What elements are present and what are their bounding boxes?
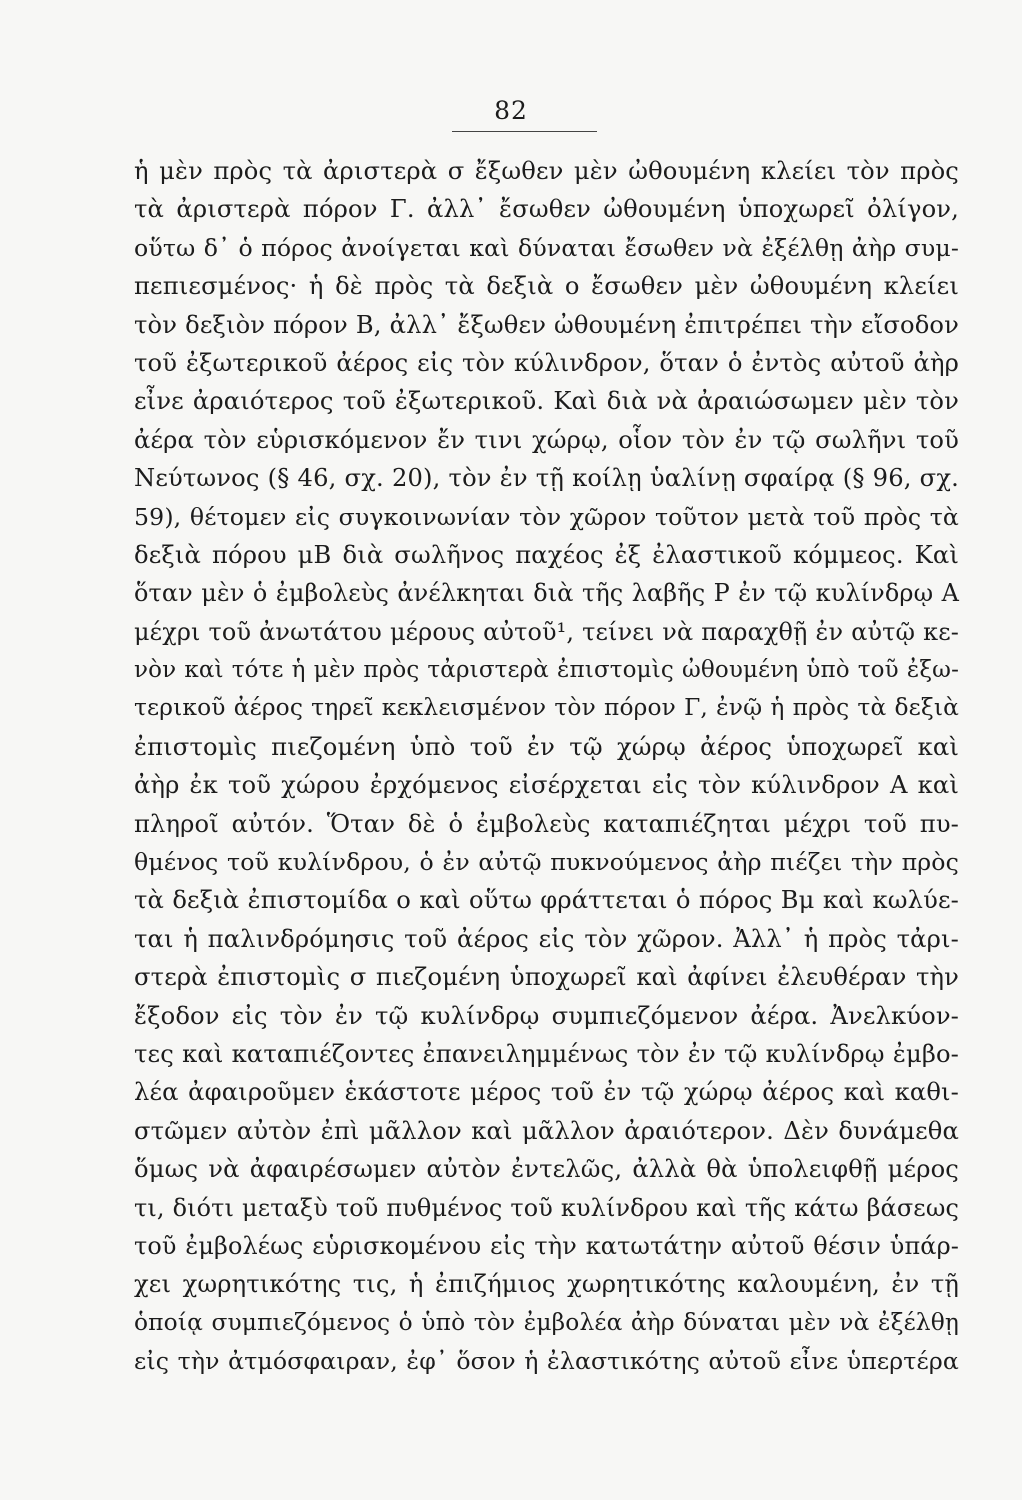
text-line: στερὰ ἐπιστομὶς σ πιεζομένη ὑποχωρεῖ καὶ ἀφίνει ἐλευθέραν τὴν [134, 963, 959, 992]
text-line: τες καὶ καταπιέζοντες ἐπανειλημμένως τὸν ἐν τῷ κυλίνδρῳ ἐμβο- [134, 1039, 959, 1068]
text-line: ἔξοδον εἰς τὸν ἐν τῷ κυλίνδρῳ συμπιεζόμενον ἀέρα. Ἀνελκύον- [134, 1001, 959, 1030]
header-rule [452, 131, 597, 132]
body-text [134, 152, 959, 1381]
text-line: πεπιεσμένος· ἡ δὲ πρὸς τὰ δεξιὰ ο ἔσωθεν μὲν ὠθουμένη κλείει [134, 272, 959, 301]
text-line: εἰς τὴν ἀτμόσφαιραν, ἐφ᾽ ὅσον ἡ ἐλαστικότης αὐτοῦ εἶνε ὑπερτέρα [134, 1347, 959, 1376]
text-line: δεξιὰ πόρου μΒ διὰ σωλῆνος παχέος ἐξ ἐλαστικοῦ κόμμεος. Καὶ [134, 540, 959, 569]
text-line: τὰ δεξιὰ ἐπιστομίδα ο καὶ οὕτω φράττεται ὁ πόρος Βμ καὶ κωλύε- [134, 886, 959, 915]
text-line: μέχρι τοῦ ἀνωτάτου μέρους αὐτοῦ¹, τείνει νὰ παραχθῇ ἐν αὐτῷ κε- [134, 617, 959, 646]
text-line: τὰ ἀριστερὰ πόρον Γ. ἀλλ᾽ ἔσωθεν ὠθουμένη ὑποχωρεῖ ὀλίγον, [134, 195, 959, 224]
text-line: εἶνε ἀραιότερος τοῦ ἐξωτερικοῦ. Καὶ διὰ νὰ ἀραιώσωμεν μὲν τὸν [134, 387, 959, 416]
text-line: θμένος τοῦ κυλίνδρου, ὁ ἐν αὐτῷ πυκνούμενος ἀὴρ πιέζει τὴν πρὸς [134, 848, 959, 877]
text-line: στῶμεν αὐτὸν ἐπὶ μᾶλλον καὶ μᾶλλον ἀραιότερον. Δὲν δυνάμεθα [134, 1116, 959, 1145]
text-line: χει χωρητικότης τις, ἡ ἐπιζήμιος χωρητικότης καλουμένη, ἐν τῇ [134, 1270, 959, 1299]
text-line: πληροῖ αὐτόν. Ὅταν δὲ ὁ ἐμβολεὺς καταπιέζηται μέχρι τοῦ πυ- [134, 809, 959, 838]
text-line: 59), θέτομεν εἰς συγκοινωνίαν τὸν χῶρον τοῦτον μετὰ τοῦ πρὸς τὰ [134, 502, 959, 531]
text-line: ἐπιστομὶς πιεζομένη ὑπὸ τοῦ ἐν τῷ χώρῳ ἀέρος ὑποχωρεῖ καὶ [134, 732, 959, 761]
page-number: 82 [494, 96, 528, 125]
text-line: ται ἡ παλινδρόμησις τοῦ ἀέρος εἰς τὸν χῶρον. Ἀλλ᾽ ἡ πρὸς τἀρι- [134, 924, 959, 953]
text-line: οὕτω δ᾽ ὁ πόρος ἀνοίγεται καὶ δύναται ἔσωθεν νὰ ἐξέλθῃ ἀὴρ συμ- [134, 233, 959, 262]
text-line: τερικοῦ ἀέρος τηρεῖ κεκλεισμένον τὸν πόρον Γ, ἐνῷ ἡ πρὸς τὰ δεξιὰ [134, 694, 959, 722]
text-line: ἀὴρ ἐκ τοῦ χώρου ἐρχόμενος εἰσέρχεται εἰς τὸν κύλινδρον Α καὶ [134, 771, 959, 800]
text-line: ἡ μὲν πρὸς τὰ ἀριστερὰ σ ἔξωθεν μὲν ὠθουμένη κλείει τὸν πρὸς [134, 157, 959, 185]
text-line: ὅταν μὲν ὁ ἐμβολεὺς ἀνέλκηται διὰ τῆς λαβῆς Ρ ἐν τῷ κυλίνδρῳ Α [134, 579, 959, 608]
text-line: Νεύτωνος (§ 46, σχ. 20), τὸν ἐν τῇ κοίλῃ ὑαλίνῃ σφαίρᾳ (§ 96, σχ. [134, 464, 959, 493]
text-line: ἀέρα τὸν εὑρισκόμενον ἔν τινι χώρῳ, οἷον τὸν ἐν τῷ σωλῆνι τοῦ [134, 425, 959, 454]
text-line: νὸν καὶ τότε ἡ μὲν πρὸς τἀριστερὰ ἐπιστομὶς ὠθουμένη ὑπὸ τοῦ ἐξω- [134, 657, 959, 684]
text-line: τοῦ ἐμβολέως εὑρισκομένου εἰς τὴν κατωτάτην αὐτοῦ θέσιν ὑπάρ- [134, 1231, 959, 1260]
text-line: τὸν δεξιὸν πόρον Β, ἀλλ᾽ ἔξωθεν ὠθουμένη ἐπιτρέπει τὴν εἴσοδον [134, 310, 959, 339]
text-line: ὅμως νὰ ἀφαιρέσωμεν αὐτὸν ἐντελῶς, ἀλλὰ θὰ ὑπολειφθῇ μέρος [134, 1155, 959, 1184]
text-line: ὁποίᾳ συμπιεζόμενος ὁ ὑπὸ τὸν ἐμβολέα ἀὴρ δύναται μὲν νὰ ἐξέλθῃ [134, 1308, 959, 1336]
text-line: τι, διότι μεταξὺ τοῦ πυθμένος τοῦ κυλίνδρου καὶ τῆς κάτω βάσεως [134, 1193, 959, 1222]
text-line: λέα ἀφαιροῦμεν ἑκάστοτε μέρος τοῦ ἐν τῷ χώρῳ ἀέρος καὶ καθι- [134, 1078, 959, 1107]
text-line: τοῦ ἐξωτερικοῦ ἀέρος εἰς τὸν κύλινδρον, ὅταν ὁ ἐντὸς αὐτοῦ ἀὴρ [134, 348, 959, 377]
